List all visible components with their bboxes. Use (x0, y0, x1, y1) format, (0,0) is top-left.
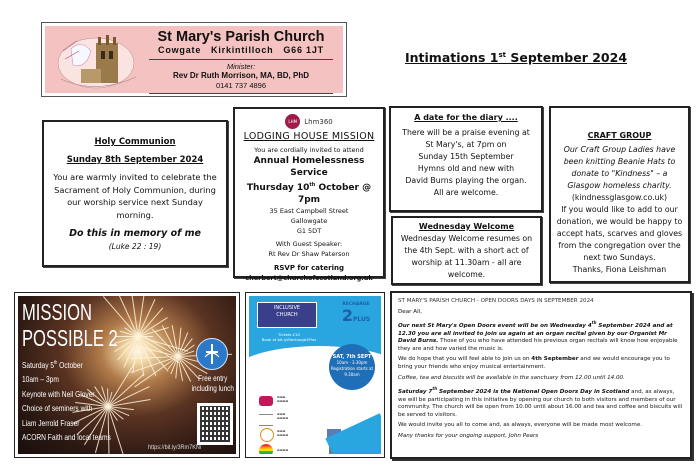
poster-seminar: ACORN Faith and local teams (22, 432, 111, 443)
scripture-reference: (Luke 22 : 19) (108, 241, 162, 251)
minister-label: Minister: (226, 62, 256, 71)
signoff: Thanks, Fiona Leishman (572, 265, 667, 274)
poster-seminars: Choice of seminers with (22, 403, 93, 414)
poster-time: 10am – 3pm (22, 374, 59, 385)
address-line: Gallowgate (290, 217, 328, 225)
church-tower-logo (51, 29, 146, 91)
event-date: Thursday 10th October @ 7pm (246, 182, 372, 205)
poster-date: Saturday 5th October (22, 359, 83, 370)
letter-heading: ST MARY'S PARISH CHURCH - OPEN DOORS DAYS IN SEPTEMBER 2024 (398, 298, 594, 304)
church-header-banner (41, 22, 347, 97)
minister-name: Rev Dr Ruth Morrison, MA, BD, PhD (172, 71, 309, 80)
church-phone: 0141 737 4896 (215, 81, 267, 90)
diary-line: David Burns playing the organ. (405, 176, 527, 185)
poster-details (22, 356, 111, 445)
poster-corner (325, 413, 381, 454)
lhm-badge-icon: LHM (285, 114, 300, 129)
booking-info: Tickets £10 Book at bit.ly/Recharge2Plus (253, 332, 325, 342)
recharge-brand-logo: RECHARGE 2PLUS (341, 302, 371, 325)
craft-group-notice (549, 106, 690, 283)
invite-text: You are cordially invited to attend (254, 146, 364, 154)
diary-line: Sunday 15th September (418, 152, 514, 161)
diary-line: St Mary's, at 7pm on (425, 140, 507, 149)
notice-heading: Holy Communion (94, 137, 176, 147)
letter-paragraph: Saturday 7th September 2024 is the National Open Doors Day in Scotland and, as always, we will be participating in this initiative by opening our church to both visitors and members of our community. The church will be open from 10.00 until about 16.00 and tea and coffee and biscuits will be served to visitors. (398, 386, 683, 418)
diary-line: All are welcome. (433, 188, 499, 197)
partner-text: ▬▬▬▬ (277, 448, 289, 452)
holy-communion-notice (42, 120, 228, 267)
church-address: Cowgate Kirkintilloch G66 1JT (158, 45, 324, 55)
notice-body: Wednesday Welcome resumes on the 4th Sept. with a short act of worship at 11.30am - all are welcome. (400, 234, 533, 279)
event-name: Annual Homelessness Service (253, 156, 365, 178)
letter-signoff: Many thanks for your ongoing support, John Pears (398, 433, 539, 440)
poster-title-line: POSSIBLE 2 (22, 325, 118, 351)
scripture-quote: Do this in memory of me (69, 228, 201, 239)
title-text-rest: September 2024 (506, 50, 628, 65)
mission-possible-poster (14, 292, 240, 458)
lodging-house-mission-notice (233, 107, 385, 282)
partner-text: ▬▬▬ ▬▬▬▬ (277, 429, 289, 437)
diary-line: Hymns old and new with (417, 164, 515, 173)
rainbow-logo-icon (259, 444, 273, 454)
notice-heading: Wednesday Welcome (418, 222, 515, 231)
recharge-poster-image (249, 296, 381, 454)
letter-paragraph: Our next St Mary's Open Doors event will be on Wednesday 4th September 2024 and at 12.30 you are all invited to join us again at an organ recital given by our Organist Mr David Burns. Those of you who have attended his previous organ recitals will know how enjoyable they are and how varied the music is. (398, 320, 678, 352)
open-doors-letter (390, 291, 692, 459)
address-line: G1 5DT (296, 227, 322, 235)
wednesday-welcome-notice (391, 216, 542, 285)
event-date-circle: SAT, 7th SEPT 10am - 3.30pm Registration starts at 9.30am (329, 344, 375, 390)
partner-logo-icon (259, 396, 273, 406)
box-title: INCLUSIVE (273, 305, 301, 311)
charity-website: (kindnessglasgow.co.uk) (571, 193, 668, 202)
speaker-label: With Guest Speaker: (275, 240, 343, 248)
poster-url-link[interactable]: https://bit.ly/3Rm7KNi (148, 444, 202, 451)
letter-greeting: Dear All, (398, 308, 422, 315)
poster-seminar: Liam Jerrold Fraser (22, 417, 80, 428)
notice-heading: CRAFT GROUP (587, 131, 652, 140)
notice-body: If you would like to add to our donation, we would be happy to accept hats, scarves and gloves from the congregation over the next two Sundays. (556, 205, 683, 262)
craft-line: donate to "Kindness" – a (571, 169, 668, 178)
booking-link[interactable]: Book at bit.ly/Recharge2Plus (261, 337, 317, 342)
address-line: 35 East Campbell Street (269, 207, 349, 215)
page-title (405, 50, 627, 65)
notice-heading: LODGING HOUSE MISSION (243, 131, 375, 142)
poster-keynote: Keynote with Neil Glover (22, 388, 95, 399)
title-sup: st (498, 50, 507, 59)
diary-date-notice (389, 106, 543, 212)
rsvp-text: RSVP for catering (274, 264, 344, 272)
notice-heading: A date for the diary .... (414, 113, 518, 122)
poster-title-line: MISSION (22, 299, 92, 325)
divider (149, 59, 333, 60)
recharge-plus-poster (245, 292, 385, 458)
partner-logo-icon (259, 414, 273, 426)
lhm-logo-text: Lhm360 (304, 117, 333, 126)
partner-text: ▬▬▬ ▬▬▬▬ (277, 395, 289, 403)
notice-date: Sunday 8th September 2024 (66, 154, 204, 165)
sparkler-image (18, 296, 236, 454)
craft-line: Glasgow homeless charity. (567, 181, 672, 190)
rsvp-email-link[interactable]: cherbert@churchofscotland.org.uk (245, 274, 373, 282)
church-of-scotland-cross-icon (196, 338, 228, 370)
poster-title (22, 299, 118, 351)
notice-body: You are warmly invited to celebrate the Sacrament of Holy Communion, during our worship service next Sunday morning. (53, 172, 217, 220)
lhm-logo (239, 113, 379, 130)
box-title: CHURCH (276, 312, 298, 318)
title-text: Intimations 1 (405, 50, 499, 65)
divider (149, 93, 333, 94)
qr-code-icon[interactable] (197, 403, 233, 445)
speaker-name: Rt Rev Dr Shaw Paterson (268, 250, 350, 258)
partner-text: ▬▬▬ ▬▬▬▬ (277, 412, 289, 420)
diary-line: There will be a praise evening at (402, 128, 530, 137)
partner-cross-logo-icon (260, 428, 274, 442)
letter-paragraph: Coffee, tea and biscuits will be available in the sanctuary from 12.00 until 14.00. (398, 374, 625, 381)
free-entry-text: Free entry including lunch (191, 374, 234, 393)
letter-paragraph: We do hope that you will feel able to join us on 4th September and we would encourage you to bring your friends who enjoy musical entertainment. (398, 356, 670, 371)
letter-paragraph: We would invite you all to come and, as always, everyone will be made most welcome. (398, 422, 643, 429)
craft-line: been knitting Beanie Hats to (563, 157, 676, 166)
church-name: St Mary's Parish Church (157, 29, 325, 45)
craft-line: Our Craft Group Ladies have (563, 145, 676, 154)
inclusive-church-box (257, 302, 317, 328)
